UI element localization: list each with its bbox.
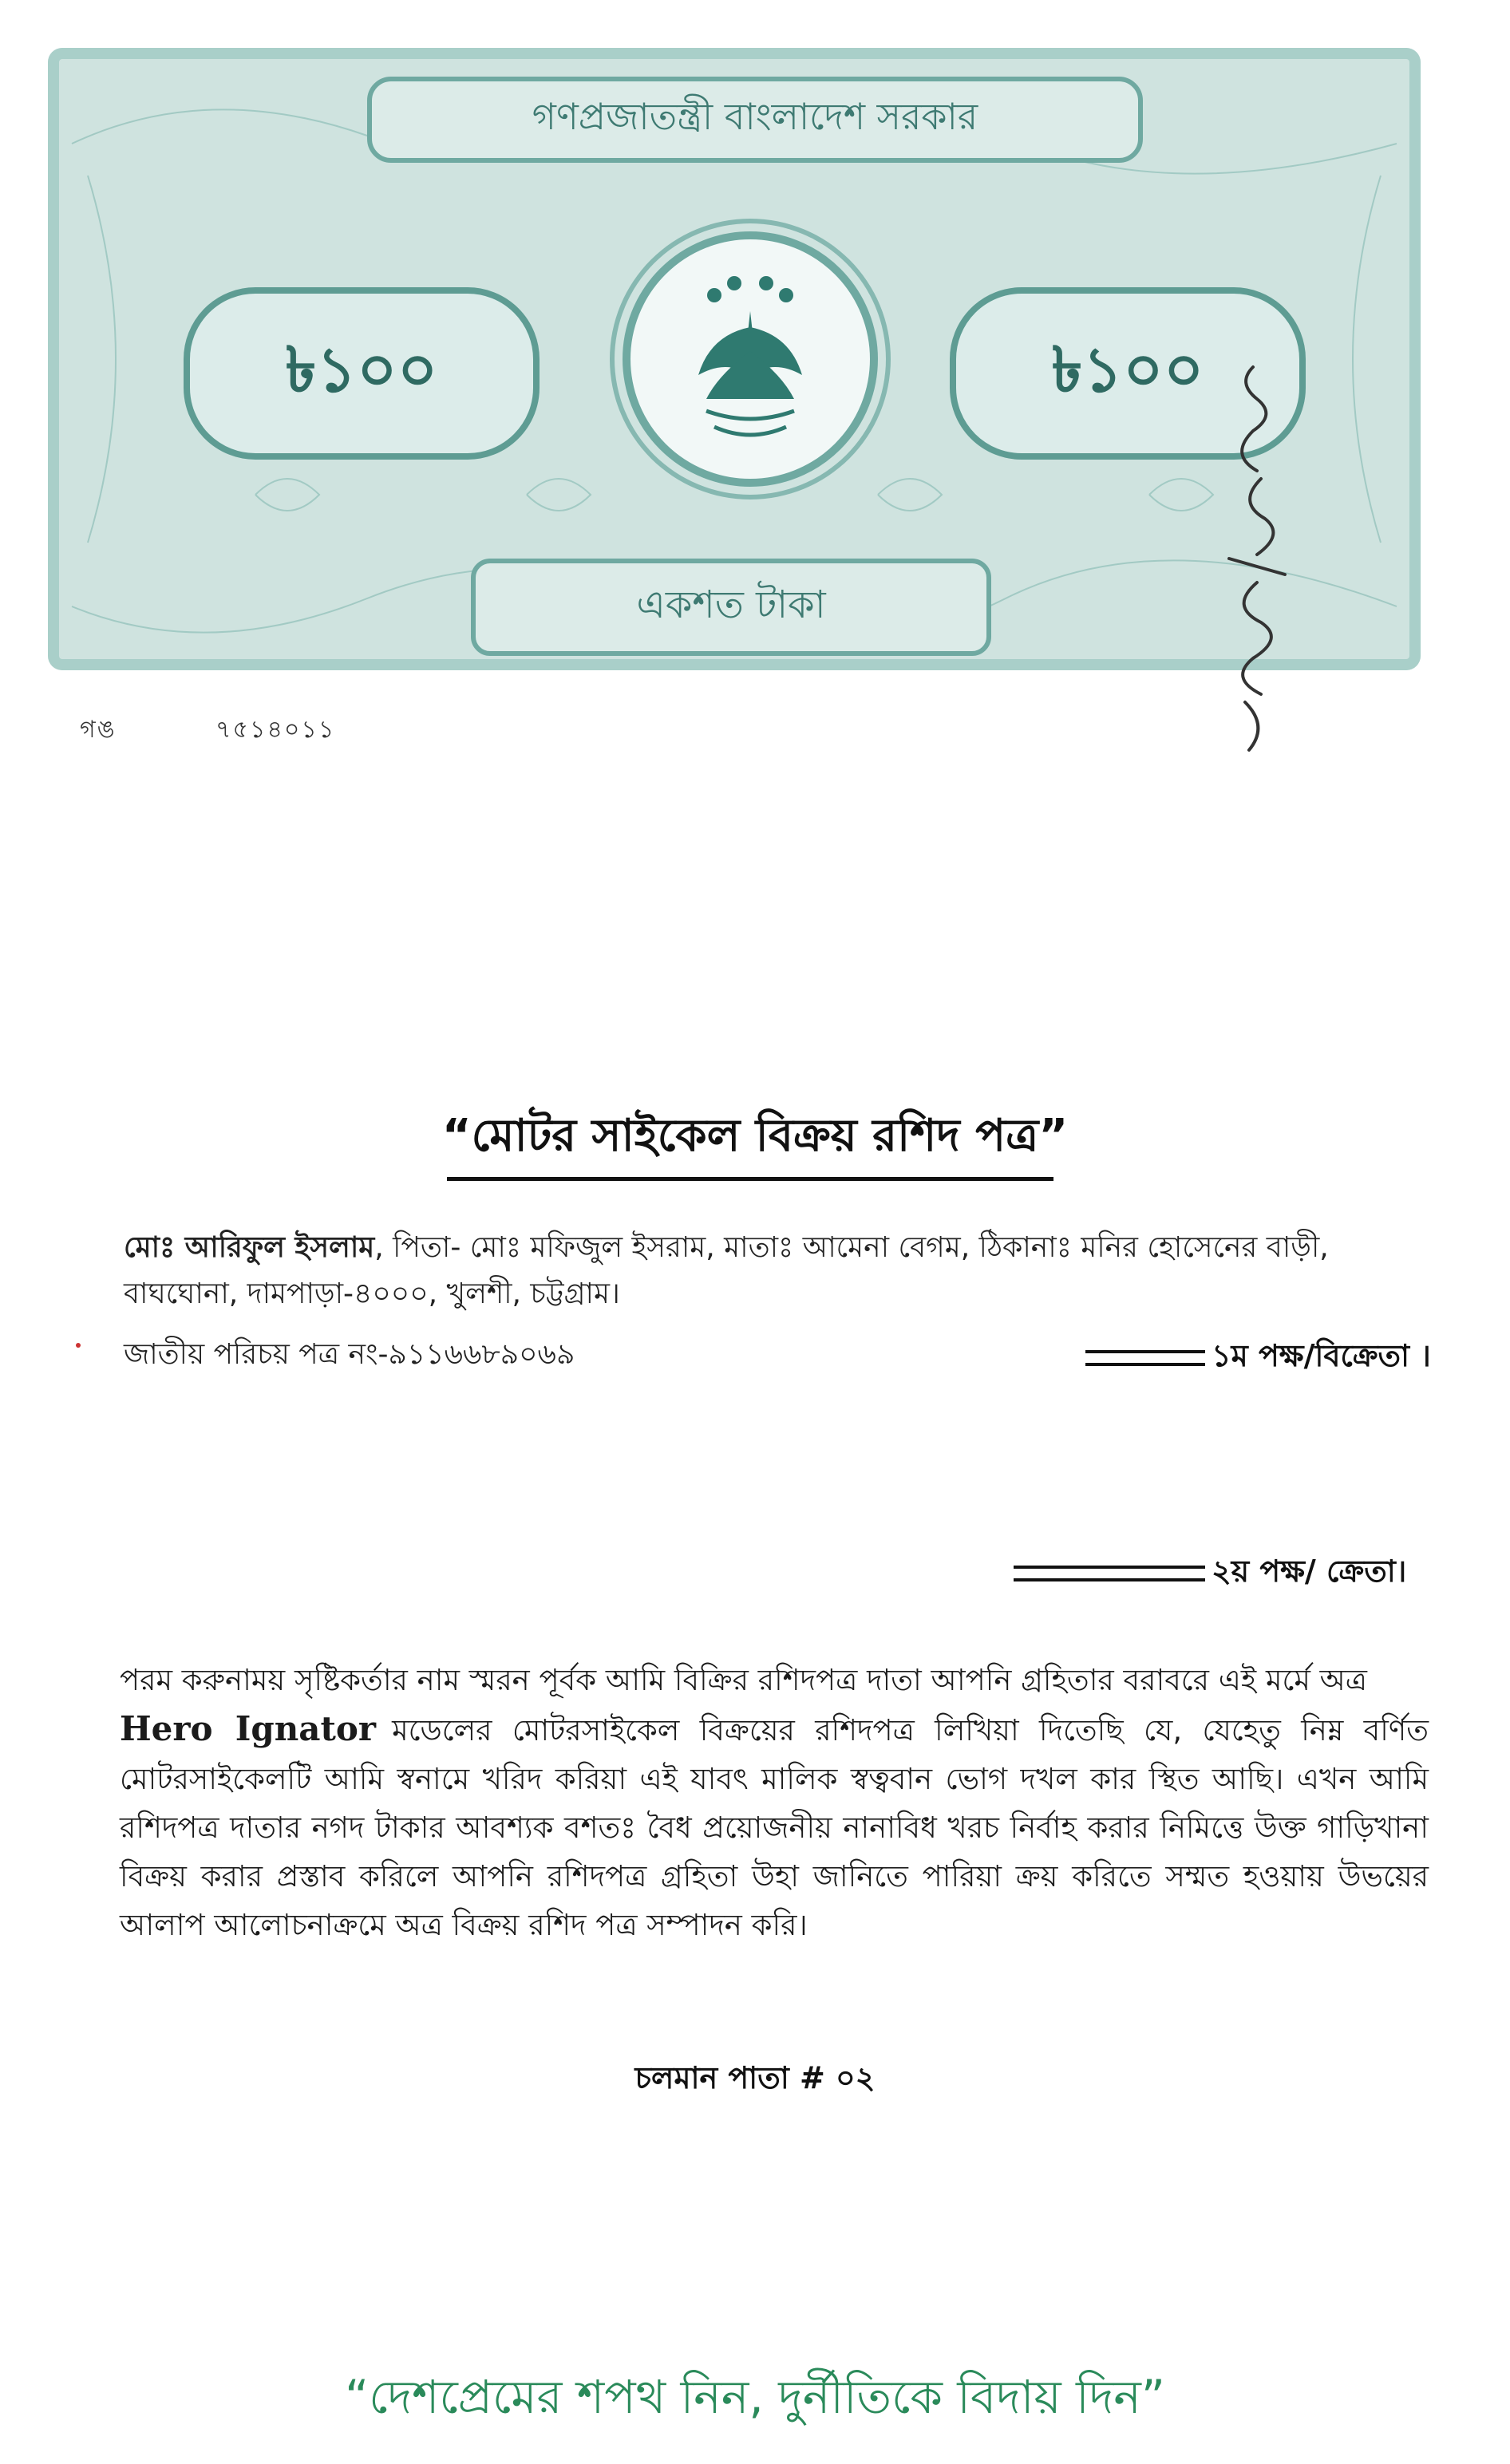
national-emblem-icon (623, 231, 878, 487)
stamp-serial-number: ৭৫১৪০১১ (215, 716, 336, 744)
motorcycle-model: Hero Ignator (120, 1709, 377, 1748)
declaration-text-start: পরম করুনাময় সৃষ্টিকর্তার নাম স্মরন পূর্বক আমি বিক্রির রশিদপত্র দাতা আপনি গ্রহিতার বরাবরে এই মর্মে অত্র (120, 1663, 1367, 1697)
double-line-divider (1085, 1350, 1205, 1366)
party-1-label-row (1085, 1333, 1431, 1384)
title-underline (447, 1177, 1053, 1181)
party-2-label-row (1014, 1548, 1406, 1599)
party-1-label: ১ম পক্ষ/বিক্রেতা । (1212, 1338, 1431, 1373)
seller-info-paragraph (124, 1225, 1401, 1317)
double-line-divider (1014, 1566, 1205, 1581)
stamp-serial-prefix: গঙ (80, 716, 117, 744)
seller-details: , পিতা- মোঃ মফিজুল ইসরাম, মাতাঃ আমেনা বেগম, ঠিকানাঃ মনির হোসেনের বাড়ী, বাঘঘোনা, দামপাড়া-৪০০০, খুলশী, চট্টগ্রাম। (124, 1231, 1329, 1310)
handwritten-signature (1181, 351, 1309, 766)
national-id-line: জাতীয় পরিচয় পত্র নং-৯১১৬৬৮৯০৬৯ (124, 1338, 575, 1371)
stamp-header-banner: গণপ্রজাতন্ত্রী বাংলাদেশ সরকার (367, 77, 1143, 163)
stray-mark (76, 1343, 81, 1348)
document-title: “মোটর সাইকেল বিক্রয় রশিদ পত্র” (441, 1110, 1069, 1162)
stamp-value-right: ৳১০০ (950, 287, 1306, 460)
page-continuation-note: চলমান পাতা # ০২ (634, 2060, 876, 2095)
declaration-text-rest: মডেলের মোটরসাইকেল বিক্রয়ের রশিদপত্র লিখিয়া দিতেছি যে, যেহেতু নিম্ন বর্ণিত মোটরসাইকেলটি আমি স্বনামে খরিদ করিয়া এই যাবৎ মালিক স্বত্ববান ভোগ দখল কার স্থিত আছি। এখন আমি রশিদপত্র দাতার নগদ টাকার আবশ্যক বশতঃ বৈধ প্রয়োজনীয় নানাবিধ খরচ নির্বাহ করার নিমিত্তে উক্ত গাড়িখানা বিক্রয় করার প্রস্তাব করিলে আপনি রশিদপত্র গ্রহিতা উহা জানিতে পারিয়া ক্রয় করিতে সম্মত হওয়ায় উভয়ের আলাপ আলোচনাক্রমে অত্র বিক্রয় রশিদ পত্র সম্পাদন করি। (120, 1713, 1429, 1942)
seller-name: মোঃ আরিফুল ইসলাম (124, 1231, 375, 1264)
anti-corruption-motto: “দেশপ্রেমের শপথ নিন, দুর্নীতিকে বিদায় দিন” (345, 2370, 1165, 2424)
party-2-label: ২য় পক্ষ/ ক্রেতা। (1212, 1554, 1407, 1589)
stamp-footer-banner: একশত টাকা (471, 559, 991, 656)
declaration-paragraph (120, 1656, 1429, 1949)
stamp-value-left: ৳১০০ (184, 287, 540, 460)
